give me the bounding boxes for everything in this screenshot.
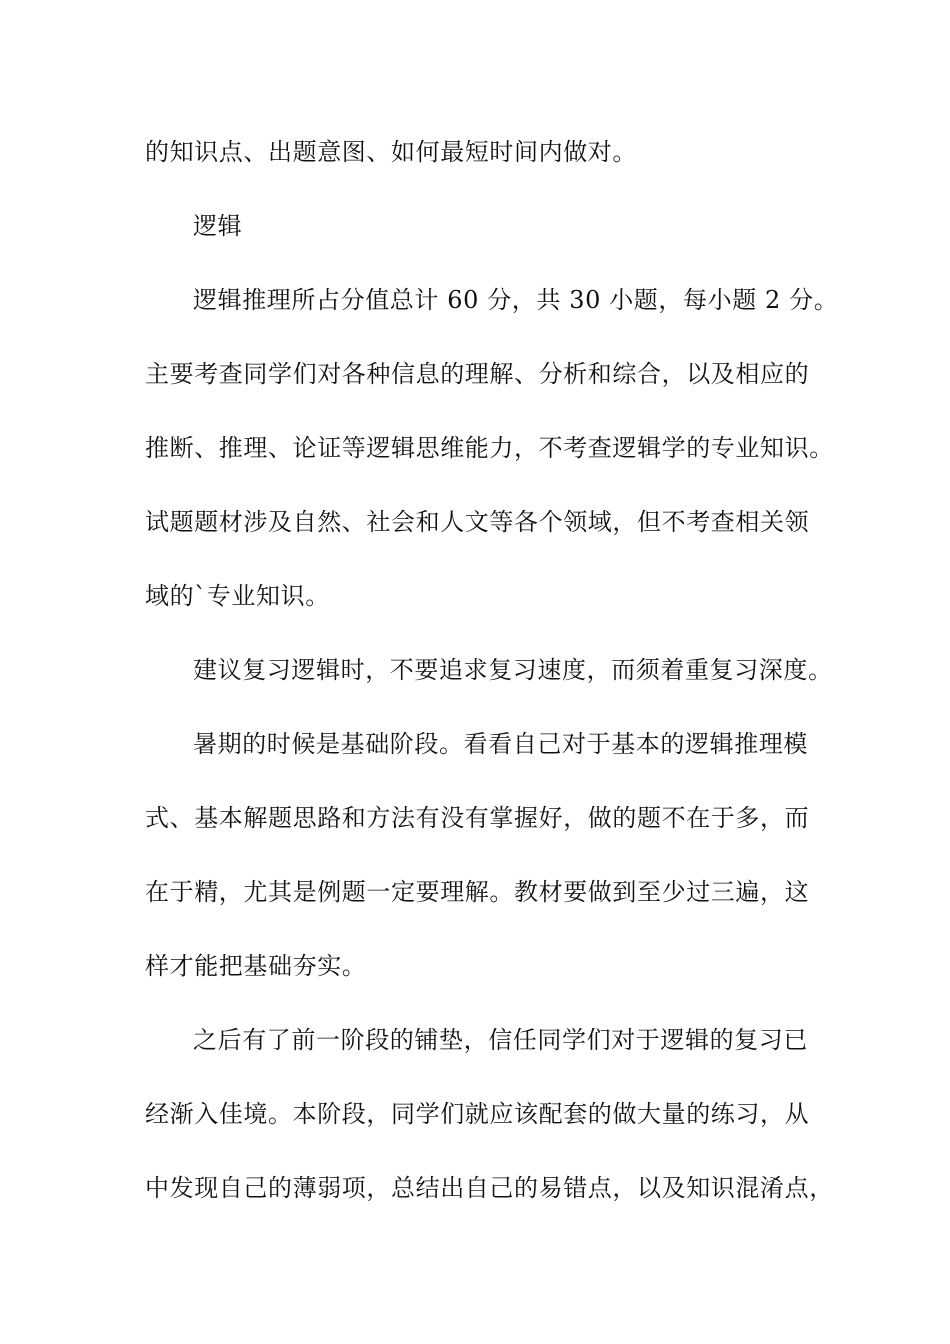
text-line-14: 经渐入佳境。本阶段，同学们就应该配套的做大量的练习，从 <box>145 1100 810 1128</box>
text-line-13: 之后有了前一阶段的铺垫，信任同学们对于逻辑的复习已 <box>193 1026 808 1054</box>
text-line-15: 中发现自己的薄弱项，总结出自己的易错点，以及知识混淆点， <box>145 1174 834 1202</box>
text-line-1: 的知识点、出题意图、如何最短时间内做对。 <box>145 138 637 166</box>
text-line-6: 试题题材涉及自然、社会和人文等各个领域，但不考查相关领 <box>145 508 810 536</box>
text-line-12: 样才能把基础夯实。 <box>145 952 367 980</box>
text-line-7: 域的`专业知识。 <box>145 582 330 610</box>
text-line-9: 暑期的时候是基础阶段。看看自己对于基本的逻辑推理模 <box>193 730 808 758</box>
section-heading-logic: 逻辑 <box>193 212 243 240</box>
text-line-10: 式、基本解题思路和方法有没有掌握好，做的题不在于多，而 <box>145 804 810 832</box>
text-line-5: 推断、推理、论证等逻辑思维能力，不考查逻辑学的专业知识。 <box>145 434 834 462</box>
text-line-4: 主要考查同学们对各种信息的理解、分析和综合，以及相应的 <box>145 360 810 388</box>
text-line-11: 在于精，尤其是例题一定要理解。教材要做到至少过三遍，这 <box>145 878 810 906</box>
text-line-8: 建议复习逻辑时，不要追求复习速度，而须着重复习深度。 <box>193 656 833 684</box>
text-line-3: 逻辑推理所占分值总计 60 分，共 30 小题，每小题 2 分。 <box>193 286 839 314</box>
